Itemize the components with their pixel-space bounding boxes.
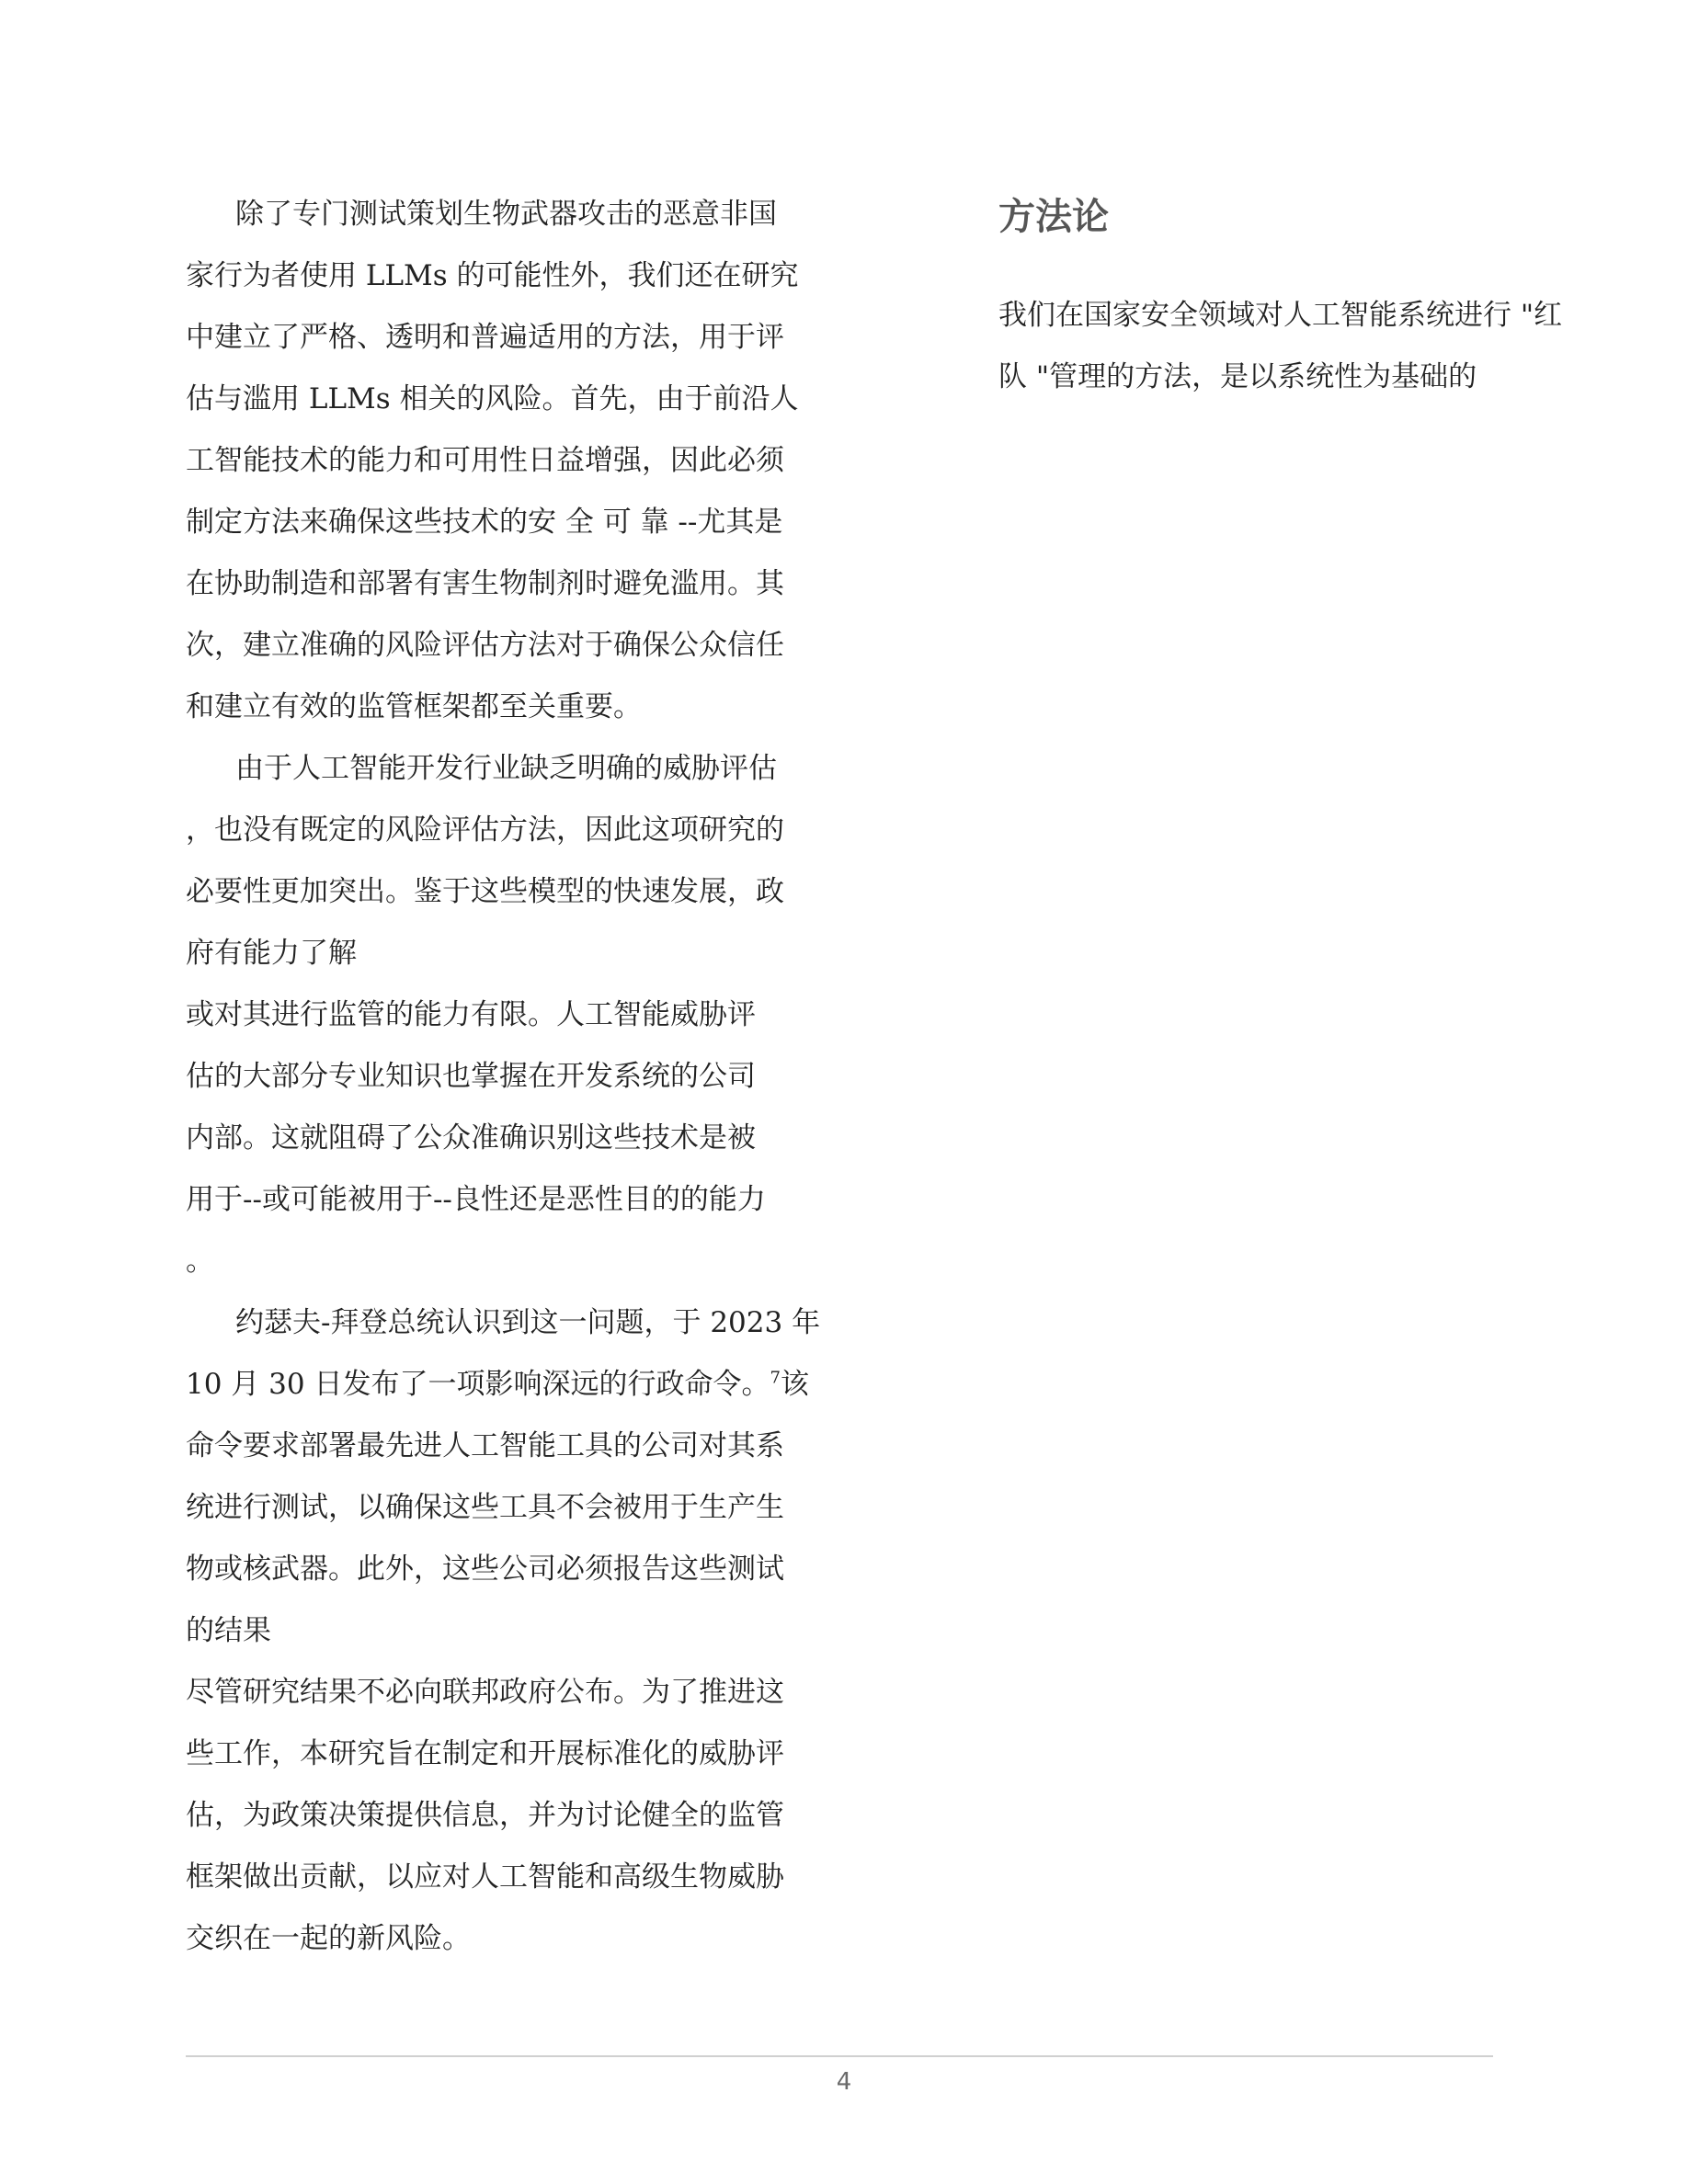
body-line: 尽管研究结果不必向联邦政府公布。为了推进这 xyxy=(186,1676,784,1709)
body-line: 内部。这就阻碍了公众准确识别这些技术是被 xyxy=(186,1121,756,1155)
body-line: 或对其进行监管的能力有限。人工智能威胁评 xyxy=(186,998,756,1031)
body-text: 该 xyxy=(780,1368,809,1401)
body-line: 命令要求部署最先进人工智能工具的公司对其系 xyxy=(186,1429,784,1462)
body-line: 。 xyxy=(186,1245,214,1278)
body-line: 府有能力了解 xyxy=(186,937,357,970)
body-line: 家行为者使用 LLMs 的可能性外，我们还在研究 xyxy=(186,259,799,292)
body-line: 队 "管理的方法，是以系统性为基础的 xyxy=(998,360,1477,393)
body-line: 些工作，本研究旨在制定和开展标准化的威胁评 xyxy=(186,1737,784,1770)
body-line: 在协助制造和部署有害生物制剂时避免滥用。其 xyxy=(186,567,784,600)
footnote-reference[interactable]: 7 xyxy=(770,1368,781,1388)
body-line: 工智能技术的能力和可用性日益增强，因此必须 xyxy=(186,444,784,477)
body-line: 必要性更加突出。鉴于这些模型的快速发展，政 xyxy=(186,875,784,908)
body-text: 10 月 30 日发布了一项影响深远的行政命令。 xyxy=(186,1368,770,1401)
section-body xyxy=(998,285,1568,408)
body-line: 的结果 xyxy=(186,1614,271,1647)
right-column xyxy=(998,184,1568,408)
body-line: 约瑟夫-拜登总统认识到这一问题，于 2023 年 xyxy=(235,1306,821,1339)
body-line-with-footnote xyxy=(186,1354,811,1416)
body-line: 和建立有效的监管框架都至关重要。 xyxy=(186,690,642,723)
body-line: 物或核武器。此外，这些公司必须报告这些测试 xyxy=(186,1553,784,1586)
body-line: 制定方法来确保这些技术的安 全 可 靠 --尤其是 xyxy=(186,506,783,539)
left-column xyxy=(186,184,821,1970)
footer-divider xyxy=(186,2055,1493,2057)
body-line: 统进行测试，以确保这些工具不会被用于生产生 xyxy=(186,1491,784,1524)
body-line: 次，建立准确的风险评估方法对于确保公众信任 xyxy=(186,629,784,662)
body-line: 估的大部分专业知识也掌握在开发系统的公司 xyxy=(186,1060,756,1093)
body-line: 估与滥用 LLMs 相关的风险。首先，由于前沿人 xyxy=(186,382,799,415)
body-line: ，也没有既定的风险评估方法，因此这项研究的 xyxy=(186,813,784,847)
body-line: 用于--或可能被用于--良性还是恶性目的的能力 xyxy=(186,1183,766,1216)
body-line: 我们在国家安全领域对人工智能系统进行 "红 xyxy=(998,299,1563,332)
section-heading: 方法论 xyxy=(998,196,1109,238)
body-line: 中建立了严格、透明和普遍适用的方法，用于评 xyxy=(186,321,784,354)
body-line: 交织在一起的新风险。 xyxy=(186,1922,471,1955)
page-number: 4 xyxy=(836,2068,852,2096)
body-line: 框架做出贡献，以应对人工智能和高级生物威胁 xyxy=(186,1860,784,1894)
body-line: 由于人工智能开发行业缺乏明确的威胁评估 xyxy=(235,752,777,785)
body-line: 估，为政策决策提供信息，并为讨论健全的监管 xyxy=(186,1799,784,1832)
body-line: 除了专门测试策划生物武器攻击的恶意非国 xyxy=(235,198,777,231)
